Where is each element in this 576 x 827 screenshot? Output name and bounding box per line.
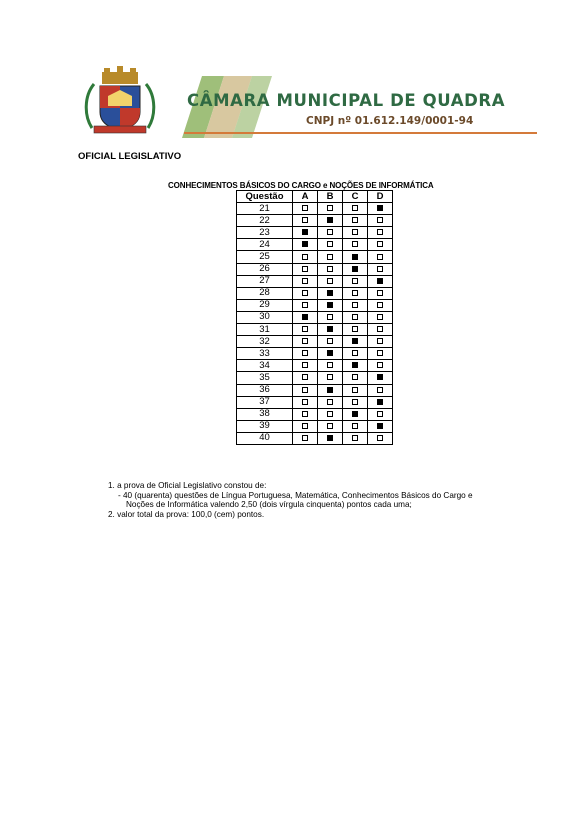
question-number: 39 [237,420,293,432]
option-cell-b [318,336,343,348]
option-cell-b [318,420,343,432]
header-option-a: A [293,191,318,203]
question-number: 33 [237,348,293,360]
table-row [237,324,393,336]
question-number: 37 [237,396,293,408]
table-row [237,348,393,360]
option-cell-c [343,311,368,323]
option-cell-b [318,239,343,251]
empty-checkbox-icon [302,338,308,344]
option-cell-b [318,275,343,287]
option-cell-c [343,227,368,239]
option-cell-d [368,227,393,239]
question-number: 25 [237,251,293,263]
question-number: 27 [237,275,293,287]
option-cell-c [343,299,368,311]
option-cell-c [343,275,368,287]
empty-checkbox-icon [327,411,333,417]
empty-checkbox-icon [352,435,358,441]
question-number: 22 [237,215,293,227]
question-number: 34 [237,360,293,372]
option-cell-c [343,287,368,299]
empty-checkbox-icon [302,266,308,272]
filled-checkbox-icon [302,314,308,320]
option-cell-d [368,348,393,360]
question-number: 31 [237,324,293,336]
empty-checkbox-icon [377,435,383,441]
option-cell-b [318,432,343,444]
option-cell-a [293,420,318,432]
option-cell-d [368,432,393,444]
option-cell-a [293,372,318,384]
empty-checkbox-icon [327,205,333,211]
option-cell-b [318,396,343,408]
empty-checkbox-icon [327,314,333,320]
empty-checkbox-icon [377,290,383,296]
empty-checkbox-icon [377,350,383,356]
option-cell-d [368,372,393,384]
table-row [237,372,393,384]
option-cell-c [343,348,368,360]
empty-checkbox-icon [327,338,333,344]
table-row [237,215,393,227]
cnpj-number: CNPJ nº 01.612.149/0001-94 [306,115,474,127]
option-cell-c [343,239,368,251]
filled-checkbox-icon [327,435,333,441]
table-header-row [237,191,393,203]
filled-checkbox-icon [352,411,358,417]
option-cell-a [293,263,318,275]
empty-checkbox-icon [302,290,308,296]
empty-checkbox-icon [352,423,358,429]
option-cell-a [293,311,318,323]
table-row [237,239,393,251]
empty-checkbox-icon [377,338,383,344]
option-cell-d [368,287,393,299]
option-cell-b [318,203,343,215]
empty-checkbox-icon [327,266,333,272]
option-cell-d [368,215,393,227]
empty-checkbox-icon [327,241,333,247]
option-cell-a [293,348,318,360]
option-cell-c [343,372,368,384]
header [80,66,540,140]
table-row [237,311,393,323]
option-cell-c [343,408,368,420]
option-cell-c [343,360,368,372]
option-cell-a [293,215,318,227]
filled-checkbox-icon [327,217,333,223]
option-cell-c [343,203,368,215]
note-item-2: 2. valor total da prova: 100,0 (cem) pontos. [108,509,265,519]
table-row [237,275,393,287]
empty-checkbox-icon [377,217,383,223]
option-cell-d [368,275,393,287]
option-cell-a [293,203,318,215]
empty-checkbox-icon [327,362,333,368]
option-cell-b [318,408,343,420]
question-number: 40 [237,432,293,444]
filled-checkbox-icon [377,278,383,284]
note-item-1-detail-cont: Noções de Informática valendo 2,50 (dois vírgula cinquenta) pontos cada uma; [126,500,412,510]
empty-checkbox-icon [302,302,308,308]
table-caption: CONHECIMENTOS BÁSICOS DO CARGO e NOÇÕES DE INFORMÁTICA [168,181,434,190]
table-row [237,263,393,275]
empty-checkbox-icon [377,266,383,272]
option-cell-c [343,215,368,227]
exam-notes [108,481,556,519]
table-row [237,432,393,444]
empty-checkbox-icon [352,399,358,405]
table-row [237,203,393,215]
empty-checkbox-icon [327,229,333,235]
empty-checkbox-icon [302,362,308,368]
header-divider [184,132,537,134]
table-row [237,360,393,372]
empty-checkbox-icon [327,423,333,429]
empty-checkbox-icon [377,411,383,417]
header-option-b: B [318,191,343,203]
empty-checkbox-icon [302,254,308,260]
filled-checkbox-icon [377,205,383,211]
answer-key-table [236,190,393,445]
option-cell-c [343,251,368,263]
header-option-c: C [343,191,368,203]
option-cell-a [293,408,318,420]
filled-checkbox-icon [302,241,308,247]
filled-checkbox-icon [377,399,383,405]
option-cell-a [293,360,318,372]
filled-checkbox-icon [327,387,333,393]
table-row [237,384,393,396]
table-row [237,299,393,311]
option-cell-a [293,239,318,251]
option-cell-a [293,287,318,299]
empty-checkbox-icon [352,205,358,211]
filled-checkbox-icon [352,362,358,368]
empty-checkbox-icon [327,399,333,405]
empty-checkbox-icon [377,241,383,247]
empty-checkbox-icon [302,423,308,429]
filled-checkbox-icon [327,350,333,356]
institution-name: CÂMARA MUNICIPAL DE QUADRA [187,91,506,110]
option-cell-a [293,227,318,239]
empty-checkbox-icon [352,290,358,296]
option-cell-d [368,251,393,263]
question-number: 30 [237,311,293,323]
answer-rows [237,203,393,445]
option-cell-c [343,432,368,444]
question-number: 23 [237,227,293,239]
empty-checkbox-icon [327,374,333,380]
table-row [237,251,393,263]
empty-checkbox-icon [302,435,308,441]
note-item-1: 1. a prova de Oficial Legislativo constou de: [108,481,267,490]
option-cell-d [368,299,393,311]
option-cell-b [318,348,343,360]
empty-checkbox-icon [377,326,383,332]
question-number: 24 [237,239,293,251]
option-cell-b [318,287,343,299]
note-item-1-detail: - 40 (quarenta) questões de Língua Portuguesa, Matemática, Conhecimentos Básicos do Cargo e [118,490,473,500]
empty-checkbox-icon [302,217,308,223]
section-title: OFICIAL LEGISLATIVO [78,151,182,162]
option-cell-b [318,311,343,323]
option-cell-c [343,336,368,348]
table-row [237,287,393,299]
option-cell-d [368,239,393,251]
empty-checkbox-icon [302,399,308,405]
option-cell-d [368,263,393,275]
option-cell-b [318,263,343,275]
empty-checkbox-icon [377,362,383,368]
filled-checkbox-icon [377,374,383,380]
option-cell-d [368,324,393,336]
option-cell-d [368,420,393,432]
question-number: 32 [237,336,293,348]
table-row [237,420,393,432]
empty-checkbox-icon [377,302,383,308]
table-row [237,336,393,348]
question-number: 29 [237,299,293,311]
option-cell-d [368,311,393,323]
filled-checkbox-icon [352,254,358,260]
option-cell-c [343,420,368,432]
filled-checkbox-icon [327,326,333,332]
filled-checkbox-icon [302,229,308,235]
option-cell-c [343,384,368,396]
option-cell-b [318,299,343,311]
option-cell-a [293,384,318,396]
option-cell-b [318,360,343,372]
option-cell-a [293,275,318,287]
table-row [237,408,393,420]
question-number: 36 [237,384,293,396]
option-cell-b [318,324,343,336]
option-cell-a [293,396,318,408]
empty-checkbox-icon [352,314,358,320]
question-number: 21 [237,203,293,215]
option-cell-b [318,372,343,384]
option-cell-b [318,251,343,263]
empty-checkbox-icon [377,229,383,235]
option-cell-b [318,384,343,396]
empty-checkbox-icon [352,302,358,308]
option-cell-c [343,263,368,275]
option-cell-a [293,324,318,336]
empty-checkbox-icon [352,229,358,235]
empty-checkbox-icon [302,350,308,356]
empty-checkbox-icon [352,387,358,393]
empty-checkbox-icon [377,314,383,320]
table-row [237,227,393,239]
empty-checkbox-icon [352,350,358,356]
empty-checkbox-icon [302,326,308,332]
question-number: 28 [237,287,293,299]
option-cell-b [318,215,343,227]
option-cell-b [318,227,343,239]
empty-checkbox-icon [377,254,383,260]
option-cell-d [368,203,393,215]
question-number: 35 [237,372,293,384]
empty-checkbox-icon [352,374,358,380]
coat-of-arms-logo [80,66,160,136]
option-cell-c [343,324,368,336]
empty-checkbox-icon [377,387,383,393]
empty-checkbox-icon [302,374,308,380]
header-option-d: D [368,191,393,203]
empty-checkbox-icon [352,217,358,223]
option-cell-d [368,408,393,420]
empty-checkbox-icon [352,278,358,284]
option-cell-d [368,336,393,348]
empty-checkbox-icon [352,241,358,247]
option-cell-a [293,432,318,444]
option-cell-c [343,396,368,408]
empty-checkbox-icon [327,254,333,260]
option-cell-a [293,336,318,348]
filled-checkbox-icon [352,266,358,272]
option-cell-d [368,384,393,396]
question-number: 26 [237,263,293,275]
option-cell-d [368,396,393,408]
table-row [237,396,393,408]
filled-checkbox-icon [327,290,333,296]
empty-checkbox-icon [302,387,308,393]
empty-checkbox-icon [302,205,308,211]
header-question: Questão [237,191,293,203]
question-number: 38 [237,408,293,420]
empty-checkbox-icon [302,278,308,284]
option-cell-d [368,360,393,372]
empty-checkbox-icon [352,326,358,332]
option-cell-a [293,299,318,311]
empty-checkbox-icon [302,411,308,417]
option-cell-a [293,251,318,263]
empty-checkbox-icon [327,278,333,284]
filled-checkbox-icon [352,338,358,344]
filled-checkbox-icon [377,423,383,429]
filled-checkbox-icon [327,302,333,308]
